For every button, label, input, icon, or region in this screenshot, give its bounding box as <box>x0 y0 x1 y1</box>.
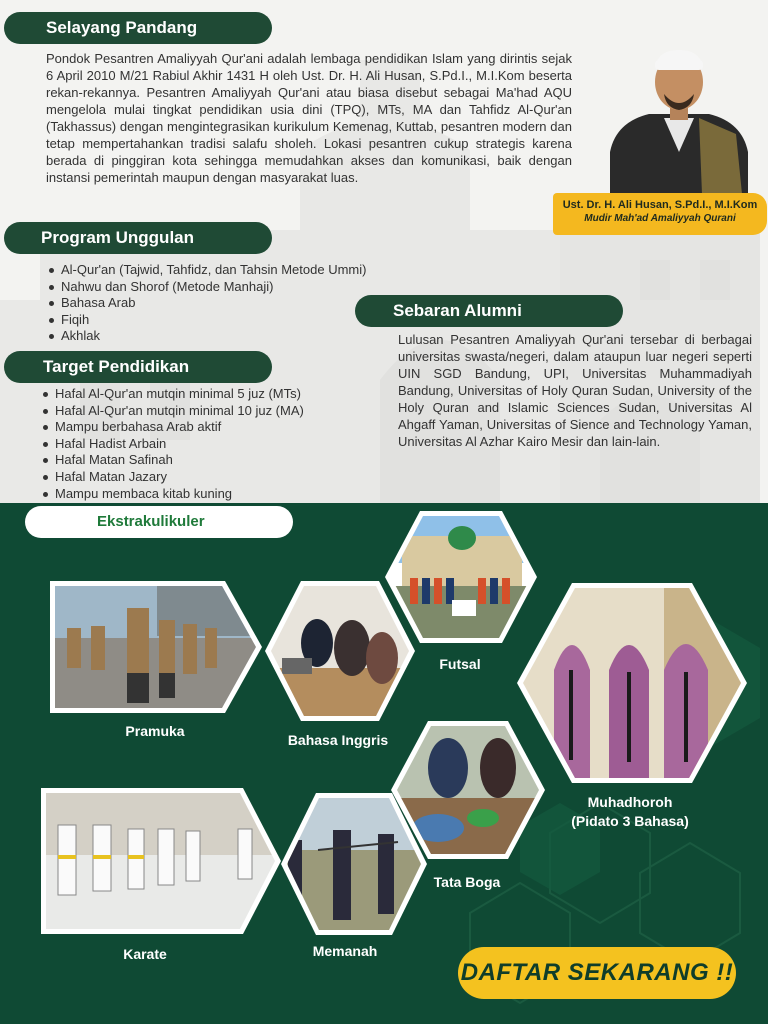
label-muhadhoroh <box>555 793 705 831</box>
program-list <box>47 262 366 345</box>
list-item: Akhlak <box>47 328 366 345</box>
founder-portrait <box>604 42 754 194</box>
alumni-paragraph: Lulusan Pesantren Amaliyyah Qur'ani tersebar di berbagai universitas swasta/negeri, dalam ataupun luar negeri seperti UIN SGD Bandung, UPI, Universitas Muhammadiyah Bandung, Universitas of Holy Quran Sudan, University of the Holy Quran and Islamic Sciences Sudan, Universitas Al Ahgaff Yaman, Universitas of Sience and Technology Yaman, Universitas Al Azhar Kairo Mesir dan lain-lain. <box>398 332 752 449</box>
label-muhadhoroh-line-1: Muhadhoroh <box>587 794 673 810</box>
selayang-title: Selayang Pandang <box>46 18 198 37</box>
section-title-selayang <box>4 12 272 44</box>
section-title-target <box>4 351 272 383</box>
register-button[interactable]: DAFTAR SEKARANG !! <box>458 947 736 999</box>
section-title-program <box>4 222 272 254</box>
founder-caption <box>553 193 767 235</box>
ekstra-title: Ekstrakulikuler <box>25 506 293 538</box>
list-item: Hafal Matan Safinah <box>41 452 304 469</box>
founder-role: Mudir Mah'ad Amaliyyah Qurani <box>584 213 736 224</box>
list-item: Mampu membaca kitab kuning <box>41 486 304 503</box>
founder-name: Ust. Dr. H. Ali Husan, S.Pd.I., M.I.Kom <box>562 199 758 211</box>
activity-photo-muhadhoroh <box>514 580 750 790</box>
label-memanah: Memanah <box>312 943 378 959</box>
list-item: Fiqih <box>47 312 366 329</box>
target-list <box>41 386 304 502</box>
list-item: Bahasa Arab <box>47 295 366 312</box>
list-item: Hafal Matan Jazary <box>41 469 304 486</box>
list-item: Hafal Al-Qur'an mutqin minimal 10 juz (MA) <box>41 403 304 420</box>
list-item: Al-Qur'an (Tajwid, Tahfidz, dan Tahsin Metode Ummi) <box>47 262 366 279</box>
alumni-title: Sebaran Alumni <box>393 301 522 320</box>
activity-photo-memanah <box>278 790 430 942</box>
label-muhadhoroh-line-2: (Pidato 3 Bahasa) <box>571 813 689 829</box>
list-item: Mampu berbahasa Arab aktif <box>41 419 304 436</box>
label-pramuka: Pramuka <box>125 723 185 739</box>
target-title: Target Pendidikan <box>43 357 190 376</box>
label-bahasa-inggris: Bahasa Inggris <box>287 732 389 748</box>
list-item: Nahwu dan Shorof (Metode Manhaji) <box>47 279 366 296</box>
label-karate: Karate <box>123 946 167 962</box>
program-title: Program Unggulan <box>41 228 195 247</box>
selayang-paragraph: Pondok Pesantren Amaliyyah Qur'ani adalah lembaga pendidikan Islam yang dirintis sejak 6 April 2010 M/21 Rabiul Akhir 1431 H oleh Ust. Dr. H. Ali Husan, S.Pd.I., M.I.Kom beserta rekan-rekannya. Pesantren Amaliyyah Qur'ani atau biasa disebut sebagai Ma'had AQU mengelola mulai tingkat pendidikan usia dini (TPQ), MTs, MA dan Tahfidz Al-Qur'an (Takhassus) dengan mengintegrasikan kurikulum Kemenag, Kuttab, pesantren modern dan tetap mempertahankan tradisi salafu sholeh. Lokasi pesantren cukup strategis karena berada di pinggiran kota sehingga memudahkan akses dan komunikasi, baik dengan instansi pemerintah maupun dengan masyarakat luas. <box>46 51 572 185</box>
activity-photo-karate <box>38 785 284 941</box>
activity-photo-pramuka <box>47 578 265 720</box>
list-item: Hafal Hadist Arbain <box>41 436 304 453</box>
section-title-alumni <box>355 295 623 327</box>
label-tata-boga: Tata Boga <box>433 874 501 890</box>
label-futsal: Futsal <box>439 656 481 672</box>
list-item: Hafal Al-Qur'an mutqin minimal 5 juz (MTs) <box>41 386 304 403</box>
